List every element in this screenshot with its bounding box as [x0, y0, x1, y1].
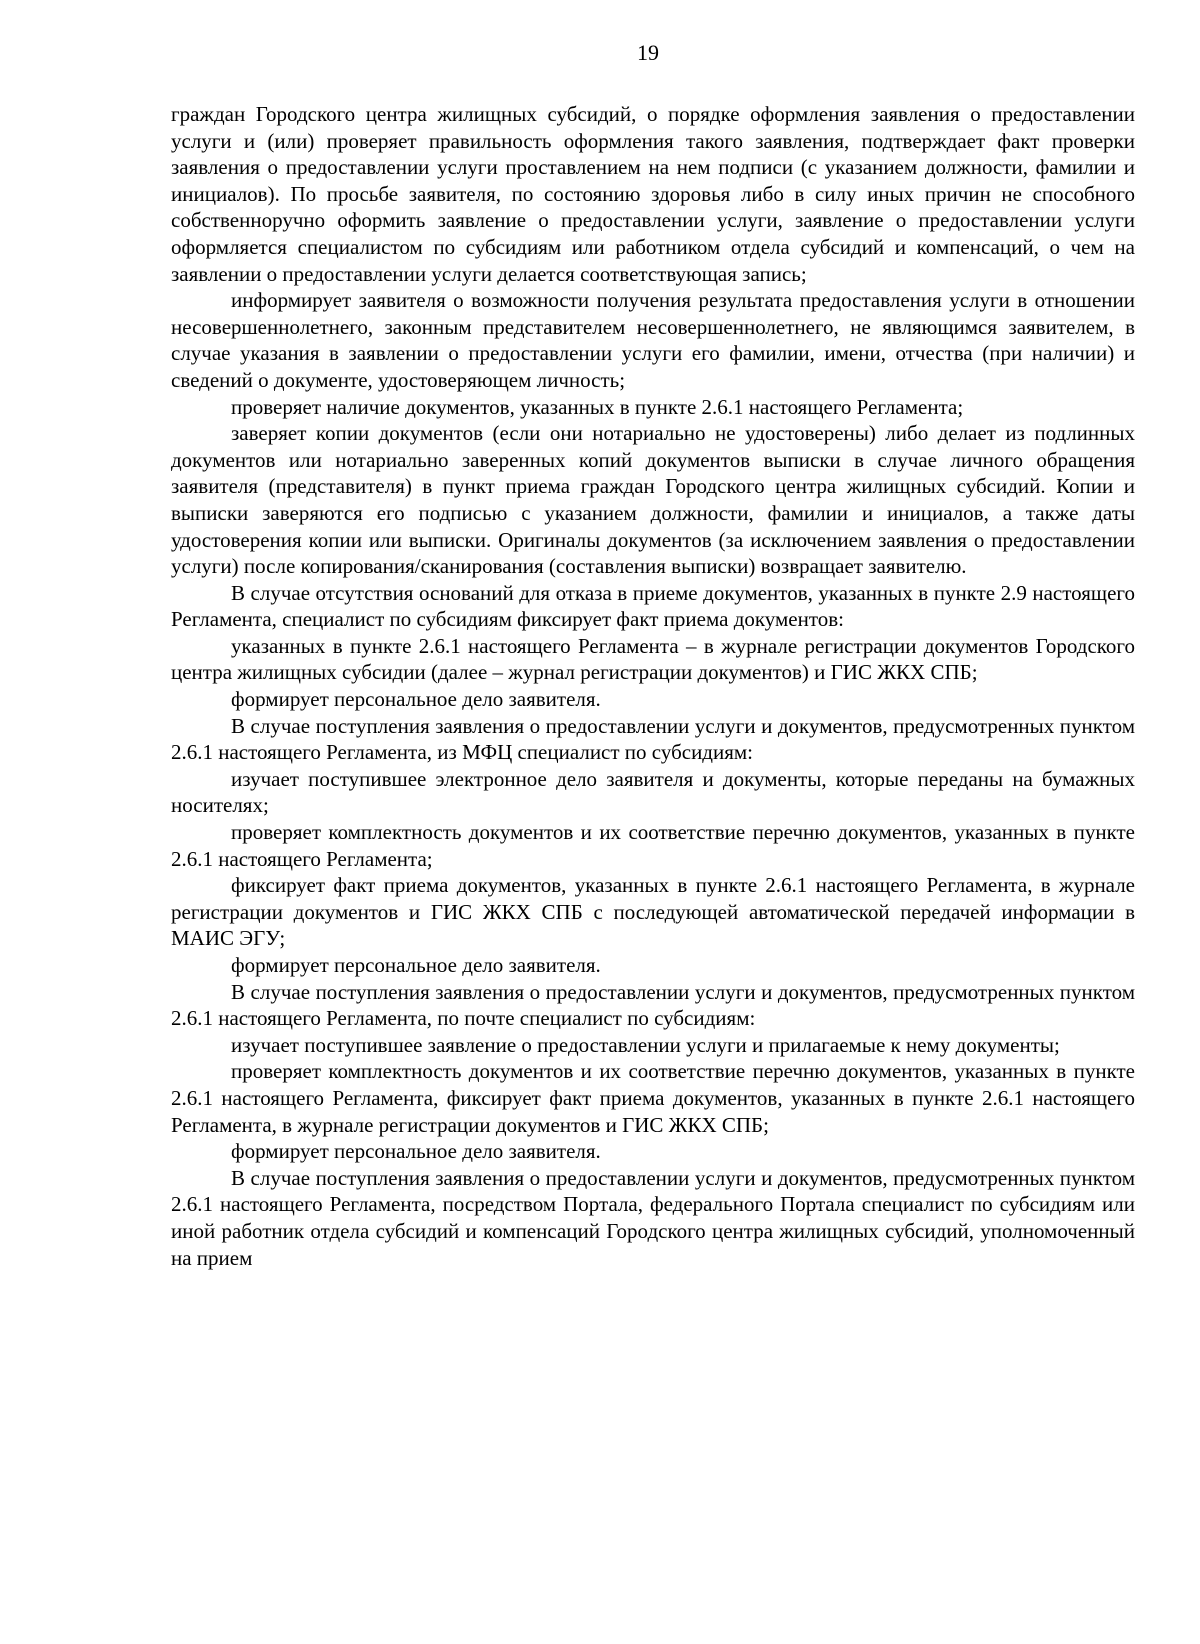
paragraph: указанных в пункте 2.6.1 настоящего Регламента – в журнале регистрации документов Городского центра жилищных субсидии (далее – журнал регистрации документов) и ГИС ЖКХ СПБ; [171, 633, 1135, 685]
paragraph: формирует персональное дело заявителя. [231, 1139, 601, 1164]
paragraph: формирует персональное дело заявителя. [231, 687, 601, 712]
paragraph: проверяет наличие документов, указанных в пункте 2.6.1 настоящего Регламента; [231, 394, 964, 419]
paragraph: изучает поступившее заявление о предоставлении услуги и прилагаемые к нему документы; [231, 1032, 1060, 1057]
paragraph: фиксирует факт приема документов, указанных в пункте 2.6.1 настоящего Регламента, в журнале регистрации документов и ГИС ЖКХ СПБ с последующей автоматической передачей информации в МАИС ЭГУ; [171, 873, 1135, 951]
paragraph: В случае поступления заявления о предоставлении услуги и документов, предусмотренных пунктом 2.6.1 настоящего Регламента, посредством Портала, федерального Портала специалист по субсидиям или иной работник отдела субсидий и компенсаций Городского центра жилищных субсидий, уполномоченный на прием [171, 1165, 1135, 1270]
paragraph: проверяет комплектность документов и их соответствие перечню документов, указанных в пункте 2.6.1 настоящего Регламента, фиксирует факт приема документов, указанных в пункте 2.6.1 настоящего Регламента, в журнале регистрации документов и ГИС ЖКХ СПБ; [171, 1059, 1135, 1137]
body-text [171, 101, 1135, 1271]
paragraph: проверяет комплектность документов и их соответствие перечню документов, указанных в пункте 2.6.1 настоящего Регламента; [171, 820, 1135, 871]
page-number: 19 [637, 40, 659, 65]
paragraph: заверяет копии документов (если они нотариально не удостоверены) либо делает из подлинных документов или нотариально заверенных копий документов выписки в случае личного обращения заявителя (представителя) в пункт приема граждан Городского центра жилищных субсидий. Копии и выписки заверяются его подписью с указанием должности, фамилии и инициалов, а также даты удостоверения копии или выписки. Оригиналы документов (за исключением заявления о предоставлении услуги) после копирования/сканирования (составления выписки) возвращает заявителю. [171, 421, 1135, 579]
paragraph: В случае поступления заявления о предоставлении услуги и документов, предусмотренных пунктом 2.6.1 настоящего Регламента, из МФЦ специалист по субсидиям: [171, 713, 1135, 765]
paragraph-continuation: граждан Городского центра жилищных субсидий, о порядке оформления заявления о предоставлении услуги и (или) проверяет правильность оформления такого заявления, подтверждает факт проверки заявления о предоставлении услуги проставлением на нем подписи (с указанием должности, фамилии и инициалов). По просьбе заявителя, по состоянию здоровья либо в силу иных причин не способного собственноручно оформить заявление о предоставлении услуги, заявление о предоставлении услуги оформляется специалистом по субсидиям или работником отдела субсидий и компенсаций, о чем на заявлении о предоставлении услуги делается соответствующая запись; [171, 102, 1135, 286]
paragraph: информирует заявителя о возможности получения результата предоставления услуги в отношении несовершеннолетнего, законным представителем несовершеннолетнего, не являющимся заявителем, в случае указания в заявлении о предоставлении услуги его фамилии, имени, отчества (при наличии) и сведений о документе, удостоверяющем личность; [171, 288, 1135, 392]
paragraph: формирует персональное дело заявителя. [231, 953, 601, 977]
paragraph: изучает поступившее электронное дело заявителя и документы, которые переданы на бумажных носителях; [171, 766, 1135, 818]
paragraph: В случае поступления заявления о предоставлении услуги и документов, предусмотренных пунктом 2.6.1 настоящего Регламента, по почте специалист по субсидиям: [171, 979, 1135, 1031]
paragraph: В случае отсутствия оснований для отказа в приеме документов, указанных в пункте 2.9 настоящего Регламента, специалист по субсидиям фиксирует факт приема документов: [171, 580, 1135, 632]
